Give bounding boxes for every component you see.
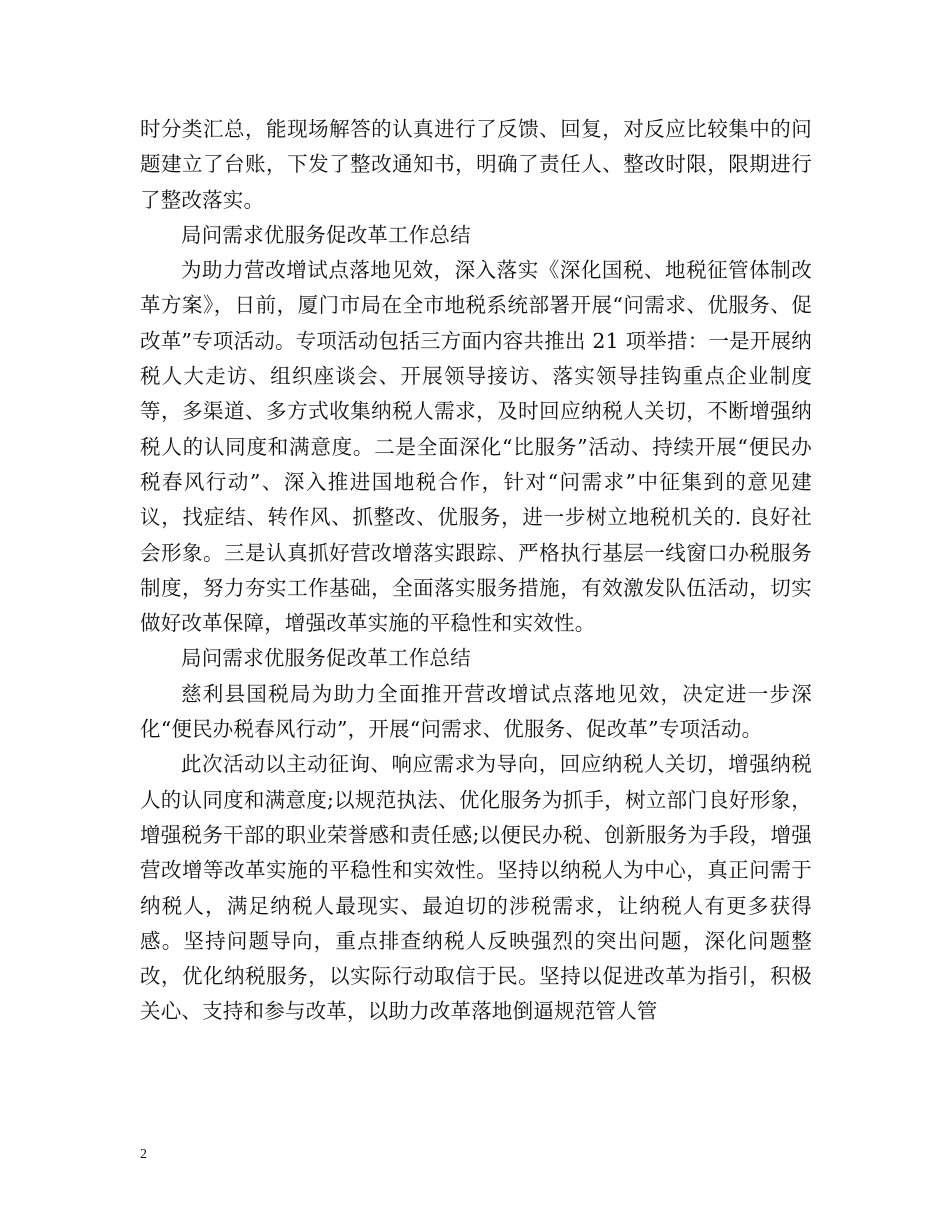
paragraph-cili: 慈利县国税局为助力全面推开营改增试点落地见效，决定进一步深化“便民办税春风行动”，开展“问需求、优服务、促改革”专项活动。: [140, 681, 812, 742]
document-body: [140, 112, 812, 1030]
paragraph-activity: 此次活动以主动征询、响应需求为导向，回应纳税人关切，增强纳税人的认同度和满意度;以规范执法、优化服务为抓手，树立部门良好形象，增强税务干部的职业荣誉感和责任感;以便民办税、创新服务为手段，增强营改增等改革实施的平稳性和实效性。坚持以纳税人为中心，真正问需于纳税人，满足纳税人最现实、最迫切的涉税需求，让纳税人有更多获得感。坚持问题导向，重点排查纳税人反映强烈的突出问题，深化问题整改，优化纳税服务，以实际行动取信于民。坚持以促进改革为指引，积极关心、支持和参与改革，以助力改革落地倒逼规范管人管: [140, 752, 812, 1024]
section-heading: 局问需求优服务促改革工作总结: [181, 222, 471, 247]
section-heading: 局问需求优服务促改革工作总结: [181, 646, 471, 671]
page-number: 2: [140, 1147, 147, 1162]
paragraph-continuation: 时分类汇总，能现场解答的认真进行了反馈、回复，对反应比较集中的问题建立了台账，下发了整改通知书，明确了责任人、整改时限，限期进行了整改落实。: [140, 117, 812, 212]
paragraph-xiamen: 为助力营改增试点落地见效，深入落实《深化国税、地税征管体制改革方案》，日前，厦门市局在全市地税系统部署开展“问需求、优服务、促改革”专项活动。专项活动包括三方面内容共推出 21 项举措：一是开展纳税人大走访、组织座谈会、开展领导接访、落实领导挂钩重点企业制度等，多渠道、多方式收集纳税人需求，及时回应纳税人关切，不断增强纳税人的认同度和满意度。二是全面深化“比服务”活动、持续开展“便民办税春风行动”、深入推进国地税合作，针对“问需求”中征集到的意见建议，找症结、转作风、抓整改、优服务，进一步树立地税机关的. 良好社会形象。三是认真抓好营改增落实跟踪、严格执行基层一线窗口办税服务制度，努力夯实工作基础，全面落实服务措施，有效激发队伍活动，切实做好改革保障，增强改革实施的平稳性和实效性。: [140, 258, 812, 636]
